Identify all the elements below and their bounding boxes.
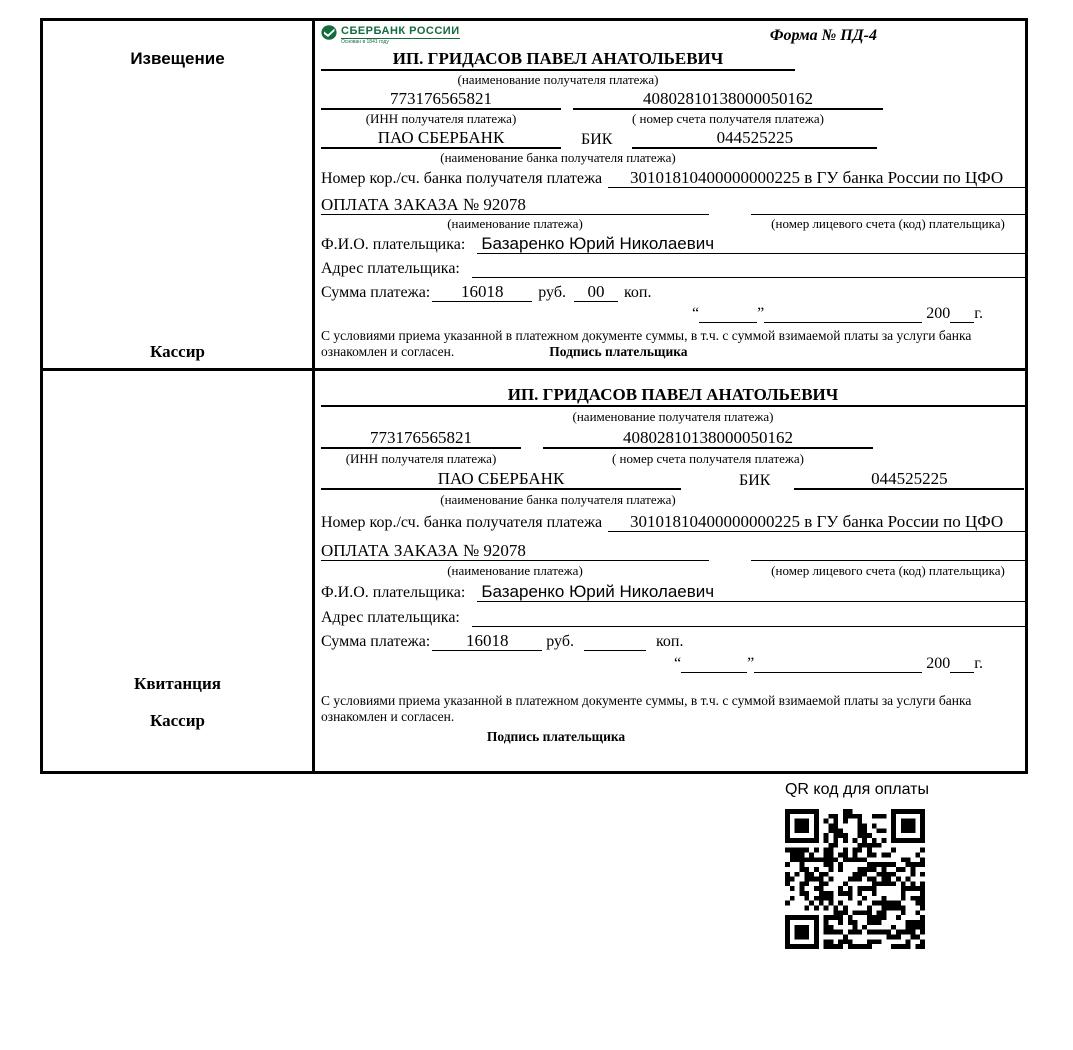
- payment-name-label: (наименование платежа): [447, 216, 583, 231]
- inn-value: 773176565821: [321, 89, 561, 110]
- payer-address-value: [472, 608, 1025, 627]
- year-suffix: г.: [974, 305, 983, 322]
- payer-address-label: Адрес плательщика:: [321, 609, 460, 626]
- payer-name-row: [321, 234, 1025, 254]
- payer-name-label: Ф.И.О. плательщика:: [321, 584, 466, 601]
- payment-name-row: [321, 195, 1025, 215]
- receipt-section: [43, 371, 1025, 771]
- agreement-line1: С условиями приема указанной в платежном документе суммы, в т.ч. с суммой взимаемой платы за услуги банка: [321, 693, 972, 708]
- personal-account-blank: [751, 196, 1025, 215]
- bank-label: (наименование банка получателя платежа): [440, 150, 676, 165]
- payment-name-value: ОПЛАТА ЗАКАЗА № 92078: [321, 541, 709, 561]
- bank-name-value: ПАО СБЕРБАНК: [321, 128, 561, 149]
- form-number-title: Форма № ПД-4: [769, 27, 877, 44]
- payer-address-row: [321, 259, 1025, 278]
- bik-value: 044525225: [794, 469, 1024, 490]
- corr-account-row: [321, 168, 1025, 188]
- quote-close: ”: [757, 305, 765, 322]
- recipient-name: ИП. ГРИДАСОВ ПАВЕЛ АНАТОЛЬЕВИЧ: [321, 385, 1025, 407]
- bank-bik-row: [321, 469, 1025, 490]
- amount-kop-value: [584, 632, 646, 651]
- corr-value: 30101810400000000225 в ГУ банка России по ЦФО: [608, 512, 1025, 532]
- amount-label: Сумма платежа:: [321, 284, 431, 301]
- kop-label: коп.: [623, 284, 652, 301]
- inn-account-row: [321, 428, 1025, 449]
- notice-cashier-label: Кассир: [150, 342, 205, 361]
- sberbank-logo-icon: [321, 25, 337, 40]
- inn-value: 773176565821: [321, 428, 521, 449]
- amount-row: [321, 631, 1025, 651]
- amount-row: [321, 282, 1025, 302]
- sberbank-logo: [321, 25, 460, 45]
- payment-name-row: [321, 541, 1025, 561]
- date-month-blank: [764, 305, 922, 323]
- bik-label: БИК: [581, 131, 613, 148]
- receipt-main-cell: [315, 371, 1025, 771]
- receipt-cashier-label: Кассир: [150, 711, 205, 730]
- payer-name-value: Базаренко Юрий Николаевич: [477, 234, 1025, 254]
- date-month-blank: [754, 655, 922, 673]
- receipt-side-cell: [43, 371, 315, 771]
- corr-value: 30101810400000000225 в ГУ банка России по ЦФО: [608, 168, 1025, 188]
- corr-label: Номер кор./сч. банка получателя платежа: [321, 170, 603, 187]
- date-row: [321, 655, 1025, 673]
- bank-name-value: ПАО СБЕРБАНК: [321, 469, 681, 490]
- payer-signature-label: Подпись плательщика: [486, 729, 626, 744]
- receipt-title: Квитанция: [134, 674, 221, 693]
- quote-close: ”: [747, 655, 755, 672]
- bank-bik-row: [321, 128, 1025, 149]
- agreement-line2: ознакомлен и согласен.: [321, 709, 455, 724]
- account-value: 40802810138000050162: [573, 89, 883, 110]
- quote-open: “: [674, 655, 682, 672]
- amount-label: Сумма платежа:: [321, 633, 431, 650]
- sberbank-logo-text: СБЕРБАНК РОССИИ: [341, 25, 460, 37]
- amount-rub-value: 16018: [432, 631, 542, 651]
- bik-value: 044525225: [632, 128, 877, 149]
- payer-name-value: Базаренко Юрий Николаевич: [477, 582, 1025, 602]
- notice-header-row: [321, 23, 1025, 49]
- year-prefix: 200: [926, 655, 951, 672]
- qr-title: QR код для оплаты: [784, 781, 929, 798]
- payment-name-value: ОПЛАТА ЗАКАЗА № 92078: [321, 195, 709, 215]
- agreement-line1: С условиями приема указанной в платежном документе суммы, в т.ч. с суммой взимаемой платы за услуги банка: [321, 328, 972, 343]
- account-value: 40802810138000050162: [543, 428, 873, 449]
- personal-account-label: (номер лицевого счета (код) плательщика): [771, 563, 1005, 578]
- qr-payment-block: [783, 781, 931, 949]
- inn-label: (ИНН получателя платежа): [345, 451, 497, 466]
- corr-account-row: [321, 512, 1025, 532]
- account-label: ( номер счета получателя платежа): [631, 111, 825, 126]
- amount-kop-value: 00: [574, 282, 618, 302]
- payer-name-row: [321, 582, 1025, 602]
- personal-account-label: (номер лицевого счета (код) плательщика): [771, 216, 1005, 231]
- notice-side-cell: [43, 21, 315, 368]
- date-row: [321, 305, 1025, 323]
- year-suffix: г.: [974, 655, 983, 672]
- date-year-blank: [950, 305, 974, 323]
- year-prefix: 200: [926, 305, 951, 322]
- recipient-name: ИП. ГРИДАСОВ ПАВЕЛ АНАТОЛЬЕВИЧ: [321, 49, 795, 71]
- kop-label: коп.: [655, 633, 684, 650]
- personal-account-blank: [751, 542, 1025, 561]
- payer-signature-label: Подпись плательщика: [549, 344, 688, 359]
- payer-address-label: Адрес плательщика:: [321, 260, 460, 277]
- account-label: ( номер счета получателя платежа): [611, 451, 805, 466]
- bank-label: (наименование банка получателя платежа): [440, 492, 676, 507]
- agreement-line2: ознакомлен и согласен.: [321, 344, 455, 359]
- date-year-blank: [950, 655, 974, 673]
- payment-form-pd4: [40, 18, 1028, 774]
- rub-label: руб.: [538, 284, 566, 301]
- recipient-label: (наименование получателя платежа): [457, 72, 659, 87]
- qr-code: [785, 809, 925, 949]
- amount-rub-value: 16018: [432, 282, 532, 302]
- payer-address-row: [321, 608, 1025, 627]
- notice-section: [43, 21, 1025, 371]
- sberbank-logo-tagline: Основан в 1841 году: [341, 39, 389, 45]
- inn-label: (ИНН получателя платежа): [365, 111, 517, 126]
- quote-open: “: [692, 305, 700, 322]
- date-day-blank: [681, 655, 747, 673]
- payer-name-label: Ф.И.О. плательщика:: [321, 236, 466, 253]
- notice-main-cell: [315, 21, 1025, 368]
- inn-account-row: [321, 89, 1025, 110]
- date-day-blank: [699, 305, 757, 323]
- recipient-label: (наименование получателя платежа): [572, 409, 774, 424]
- notice-title: Извещение: [130, 49, 225, 68]
- rub-label: руб.: [546, 633, 574, 650]
- corr-label: Номер кор./сч. банка получателя платежа: [321, 514, 603, 531]
- payer-address-value: [472, 259, 1025, 278]
- bik-label: БИК: [739, 472, 771, 489]
- payment-name-label: (наименование платежа): [447, 563, 583, 578]
